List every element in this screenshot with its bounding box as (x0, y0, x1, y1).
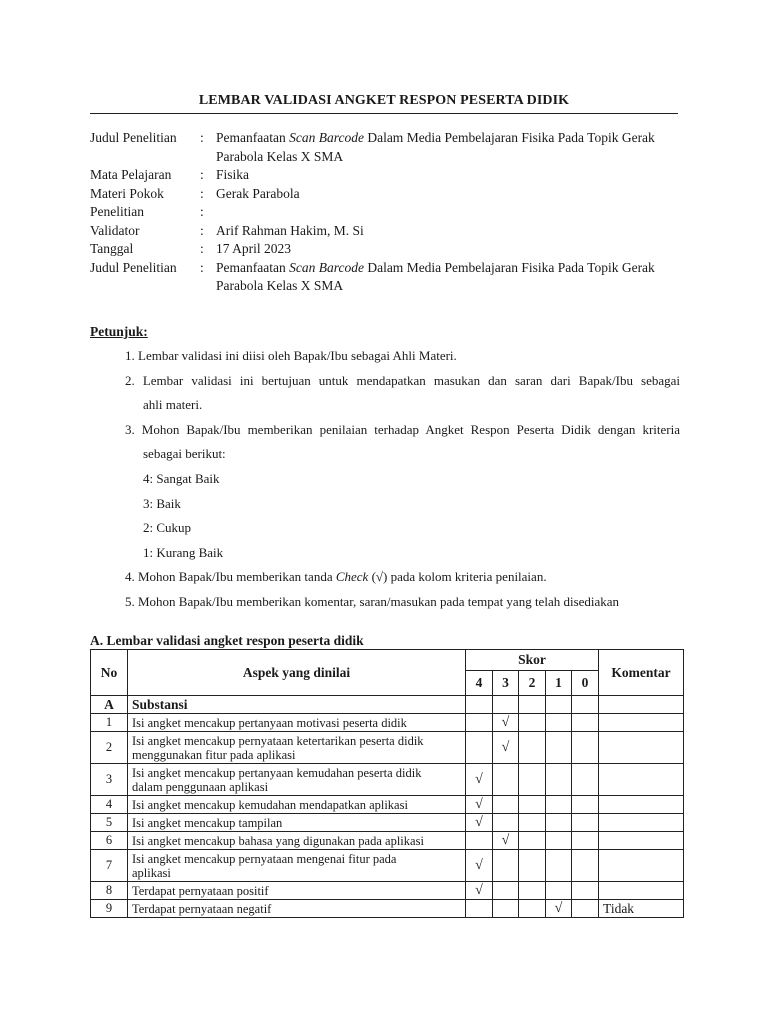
score-cell-0[interactable] (572, 714, 599, 732)
table-row (91, 796, 684, 814)
title-underline (90, 113, 678, 114)
score-cell-2[interactable] (519, 900, 546, 918)
section-title: A. Lembar validasi angket respon peserta didik (90, 633, 364, 648)
score-cell-3[interactable] (493, 900, 519, 918)
check-mark-icon: √ (501, 715, 510, 730)
info-value (216, 129, 690, 166)
row-aspect (128, 714, 466, 732)
score-cell-3[interactable] (493, 832, 519, 850)
info-colon: : (200, 185, 204, 201)
score-cell-2[interactable] (519, 814, 546, 832)
header-score-1: 1 (546, 671, 572, 696)
instruction-5: 5. Mohon Bapak/Ibu memberikan komentar, saran/masukan pada tempat yang telah disediakan (125, 593, 620, 609)
score-cell-2[interactable] (519, 850, 546, 882)
check-mark-icon: √ (554, 901, 563, 916)
row-comment[interactable] (599, 882, 684, 900)
document-title: LEMBAR VALIDASI ANGKET RESPON PESERTA DIDIK (198, 93, 570, 108)
table-row (91, 850, 684, 882)
info-colon: : (200, 167, 204, 182)
instruction-4-pre: 4. Mohon Bapak/Ibu memberikan tanda (125, 569, 336, 585)
table-row (91, 814, 684, 832)
row-comment[interactable] (599, 732, 684, 764)
score-cell-3[interactable] (493, 882, 519, 900)
row-comment[interactable] (599, 764, 684, 796)
criteria-item: 3: Baik (143, 495, 181, 511)
row-comment[interactable]: Tidak (599, 900, 684, 918)
criteria-item: 2: Cukup (143, 520, 192, 536)
info-value-em: Scan Barcode (289, 130, 364, 145)
info-label: Judul Penelitian (90, 259, 177, 275)
header-skor: Skor (466, 650, 599, 671)
score-cell-1[interactable] (546, 900, 572, 918)
score-cell-0[interactable] (572, 814, 599, 832)
score-cell-2[interactable] (519, 764, 546, 796)
aspect-line-1: Isi angket mencakup pernyataan mengenai fitur pada (132, 851, 397, 866)
group-label: Substansi (128, 696, 466, 714)
score-cell-3[interactable] (493, 732, 519, 764)
score-cell-1[interactable] (546, 714, 572, 732)
info-value-post: Dalam Media Pembelajaran Fisika Pada Topik Gerak (363, 130, 655, 145)
score-cell-1[interactable] (546, 850, 572, 882)
check-mark-icon: √ (475, 858, 483, 873)
aspect-line-1: Isi angket mencakup pertanyaan kemudahan peserta didik (132, 765, 422, 780)
info-row-materi (90, 185, 690, 204)
score-cell-3[interactable] (493, 850, 519, 882)
info-row-mapel (90, 166, 690, 185)
check-mark-icon: √ (501, 833, 510, 848)
info-row-penelitian (90, 203, 690, 222)
header-score-3: 3 (493, 671, 519, 696)
score-cell-2[interactable] (519, 714, 546, 732)
info-colon: : (200, 259, 204, 275)
header-score-0: 0 (572, 671, 599, 696)
criteria-item: 4: Sangat Baik (143, 470, 220, 486)
score-cell-0[interactable] (572, 900, 599, 918)
criteria-item: 1: Kurang Baik (143, 544, 224, 560)
check-mark-icon: √ (475, 883, 483, 898)
header-komentar: Komentar (599, 650, 684, 696)
score-cell-0[interactable] (572, 796, 599, 814)
score-cell-4[interactable] (466, 714, 493, 732)
validation-table (90, 649, 684, 918)
info-colon: : (200, 204, 204, 219)
instructions-title: Petunjuk: (90, 324, 148, 339)
row-number: 7 (91, 850, 128, 882)
instruction-3: 3. Mohon Bapak/Ibu memberikan penilaian terhadap Angket Respon Peserta Didik dengan kriteria (125, 421, 680, 437)
table-row (91, 764, 684, 796)
instruction-3-cont: sebagai berikut: (143, 446, 226, 462)
instructions-list (125, 346, 680, 617)
score-cell-2[interactable] (519, 732, 546, 764)
score-cell-0[interactable] (572, 732, 599, 764)
score-cell-2[interactable] (519, 882, 546, 900)
score-cell-0[interactable] (572, 850, 599, 882)
info-value: 17 April 2023 (216, 241, 292, 256)
info-label: Penelitian (90, 204, 144, 219)
header-score-4: 4 (466, 671, 493, 696)
info-value-line2: Parabola Kelas X SMA (216, 278, 344, 293)
table-row (91, 732, 684, 764)
row-comment[interactable] (599, 814, 684, 832)
info-row-tanggal (90, 240, 690, 259)
row-aspect (128, 882, 466, 900)
info-value: Arif Rahman Hakim, M. Si (216, 222, 364, 238)
info-colon: : (200, 241, 204, 256)
info-value-post: Dalam Media Pembelajaran Fisika Pada Topik Gerak (363, 259, 655, 275)
aspect-line-1: Isi angket mencakup bahasa yang digunakan pada aplikasi (132, 833, 424, 848)
row-comment[interactable] (599, 714, 684, 732)
row-number: 8 (91, 882, 128, 900)
check-mark-icon: √ (475, 797, 483, 812)
info-block (90, 129, 690, 296)
score-cell-1[interactable] (546, 814, 572, 832)
aspect-line-1: Isi angket mencakup kemudahan mendapatkan aplikasi (132, 797, 408, 812)
row-comment[interactable] (599, 850, 684, 882)
score-cell-3[interactable] (493, 714, 519, 732)
aspect-line-2: menggunakan fitur pada aplikasi (132, 747, 296, 762)
info-value-line2: Parabola Kelas X SMA (216, 148, 344, 164)
instruction-2-cont: ahli materi. (143, 397, 203, 413)
row-aspect (128, 850, 466, 882)
row-number: 6 (91, 832, 128, 850)
score-cell-4[interactable] (466, 764, 493, 796)
instruction-4-em: Check (335, 569, 369, 585)
score-cell-4[interactable] (466, 796, 493, 814)
row-aspect (128, 900, 466, 918)
header-no: No (91, 650, 128, 696)
row-aspect (128, 796, 466, 814)
info-label: Materi Pokok (90, 185, 164, 201)
score-cell-0[interactable] (572, 764, 599, 796)
info-colon: : (200, 222, 204, 238)
row-number: 3 (91, 764, 128, 796)
row-aspect (128, 814, 466, 832)
info-label: Tanggal (90, 241, 134, 256)
check-mark-icon: √ (475, 772, 483, 787)
score-cell-3[interactable] (493, 764, 519, 796)
instruction-2: 2. Lembar validasi ini bertujuan untuk mendapatkan masukan dan saran dari Bapak/Ibu sebagai (125, 372, 680, 388)
header-score-2: 2 (519, 671, 546, 696)
score-cell-4[interactable] (466, 732, 493, 764)
info-value-em: Scan Barcode (289, 259, 364, 275)
header-aspect: Aspek yang dinilai (128, 650, 466, 696)
row-aspect (128, 832, 466, 850)
aspect-line-1: Isi angket mencakup pernyataan ketertarikan peserta didik (132, 733, 424, 748)
table-row (91, 882, 684, 900)
info-row-judul-2 (90, 259, 690, 296)
score-cell-4[interactable] (466, 814, 493, 832)
group-row (91, 696, 684, 714)
score-cell-1[interactable] (546, 796, 572, 814)
info-label: Validator (90, 222, 140, 238)
info-value-pre: Pemanfaatan (216, 130, 290, 145)
info-label: Mata Pelajaran (90, 167, 172, 182)
aspect-line-1: Terdapat pernyataan positif (132, 883, 269, 898)
table-row (91, 900, 684, 918)
info-colon: : (200, 130, 204, 145)
score-cell-2[interactable] (519, 832, 546, 850)
score-cell-1[interactable] (546, 882, 572, 900)
aspect-line-1: Terdapat pernyataan negatif (132, 901, 272, 916)
score-cell-1[interactable] (546, 832, 572, 850)
info-value: Gerak Parabola (216, 185, 300, 201)
aspect-line-1: Isi angket mencakup pertanyaan motivasi peserta didik (132, 715, 407, 730)
score-cell-3[interactable] (493, 796, 519, 814)
row-aspect (128, 764, 466, 796)
instruction-4 (125, 567, 680, 592)
aspect-line-2: aplikasi (132, 865, 171, 880)
row-comment[interactable] (599, 796, 684, 814)
row-number: 4 (91, 796, 128, 814)
info-value-pre: Pemanfaatan (216, 259, 290, 275)
score-cell-3[interactable] (493, 814, 519, 832)
score-cell-0[interactable] (572, 832, 599, 850)
check-mark-icon: √ (501, 740, 510, 755)
info-value (216, 203, 690, 222)
check-mark-icon: √ (475, 815, 483, 830)
instruction-4-post: (√) pada kolom kriteria penilaian. (368, 569, 547, 585)
info-label: Judul Penelitian (90, 130, 177, 145)
info-row-validator (90, 222, 690, 241)
info-value (216, 259, 690, 296)
score-cell-1[interactable] (546, 732, 572, 764)
table-row (91, 832, 684, 850)
score-cell-4[interactable] (466, 900, 493, 918)
score-cell-0[interactable] (572, 882, 599, 900)
group-no: A (91, 696, 128, 714)
aspect-line-1: Isi angket mencakup tampilan (132, 815, 283, 830)
info-value: Fisika (216, 167, 250, 182)
score-cell-1[interactable] (546, 764, 572, 796)
row-number: 9 (91, 900, 128, 918)
row-comment[interactable] (599, 832, 684, 850)
aspect-line-2: dalam penggunaan aplikasi (132, 779, 269, 794)
row-number: 1 (91, 714, 128, 732)
row-aspect (128, 732, 466, 764)
score-cell-4[interactable] (466, 882, 493, 900)
info-row-judul (90, 129, 690, 166)
table-body (91, 696, 684, 918)
row-number: 2 (91, 732, 128, 764)
score-cell-2[interactable] (519, 796, 546, 814)
table-row (91, 714, 684, 732)
row-number: 5 (91, 814, 128, 832)
score-cell-4[interactable] (466, 850, 493, 882)
instruction-1: 1. Lembar validasi ini diisi oleh Bapak/Ibu sebagai Ahli Materi. (125, 348, 457, 363)
score-cell-4[interactable] (466, 832, 493, 850)
